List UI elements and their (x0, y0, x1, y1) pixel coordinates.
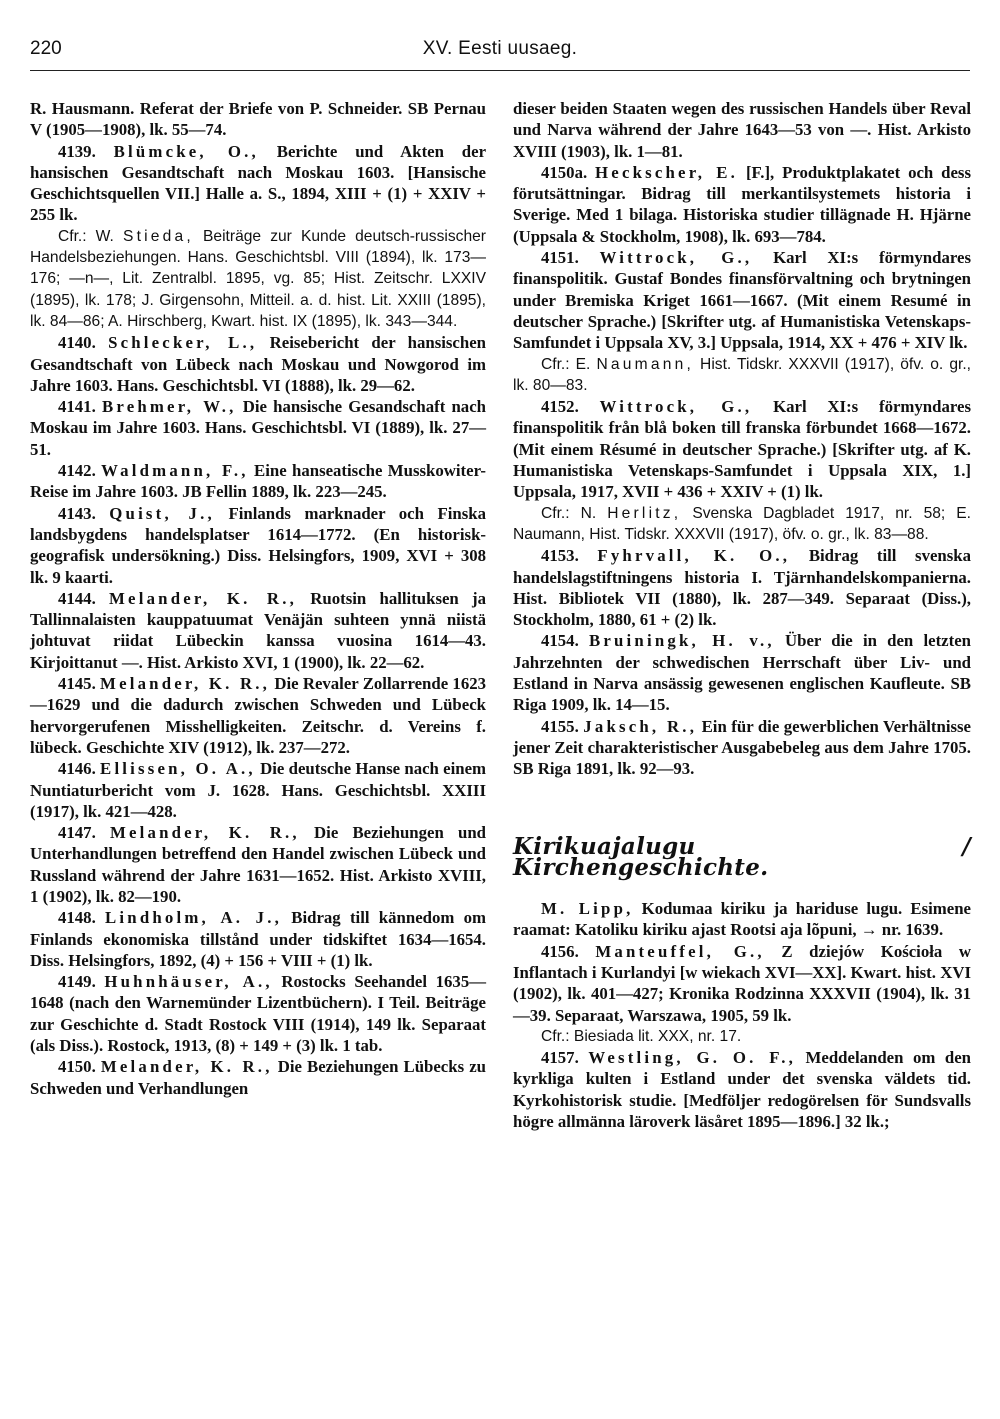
header-rule (30, 70, 970, 71)
cfr-author: Naumann, (596, 355, 694, 373)
entry-author: Melander, K. R., (109, 823, 300, 843)
entry-number: 4145. (58, 674, 96, 694)
entry-number: 4150. (58, 1057, 96, 1077)
entry-number: 4139. (58, 141, 96, 161)
cfr-prefix: Cfr.: N. (541, 504, 608, 522)
entry-text: Über die in den letzten Jahrzehnten der schwedischen Herrschaft über Liv- und Estland in Narva ansässig gewesenen englischen Kaufleute. SB Riga 1909, lk. 14—15. (513, 631, 971, 715)
bibliography-entry (513, 630, 971, 715)
entry-author: Wittrock, G., (599, 248, 753, 268)
entry-author: Fyhrvall, K. O., (597, 546, 791, 566)
entry-text: Bidrag till svenska handelslagstiftningens historia I. Tjärnhandelskompanierna. Hist. Bibliotek VII (1880), lk. 287—349. Separaat (Diss.), Stockholm, 1880, 61 + (2) lk. (513, 546, 971, 630)
right-column (513, 98, 971, 1132)
entry-text: Die Beziehungen Lübecks zu Schweden und Verhandlungen (30, 1057, 487, 1098)
bibliography-entry (30, 396, 486, 460)
entry-text: Die hansische Gesandschaft nach Moskau im Jahre 1603. Hans. Geschichtsbl. VI (1889), lk. 27—51. (30, 397, 486, 459)
bibliography-entry (30, 503, 486, 588)
entry-text: Die Beziehungen und Unterhandlungen betreffend den Handel zwischen Lübeck und Russland während der Jahre 1631—1652. Hist. Arkisto XVIII, 1 (1902), lk. 82—190. (30, 823, 486, 906)
bibliography-entry (513, 941, 971, 1026)
entry-text: Ein für die gewerblichen Verhältnisse jener Zeit charakteristischer Ausgabebeleg aus dem Jahre 1705. SB Riga 1891, lk. 92—93. (513, 716, 971, 779)
running-title: XV. Eesti uusaeg. (422, 38, 578, 59)
entry-text: Berichte und Akten der hansischen Gesandtschaft nach Moskau 1603. [Hansische Geschichtsquellen VII.] Halle a. S., 1894, XIII + (1) + XXIV + 255 lk. (30, 141, 487, 225)
entry-text: Meddelanden om den kyrkliga kulten i Estland under det svenska väldets tid. Kyrkohistorisk studie. [Medföljer redogörelsen för Sundsvalls högre allmänna läroverk läsåret 1895—1896.] 32 lk.; (513, 1048, 972, 1132)
entry-author: Melander, K. R., (100, 674, 271, 694)
entry-text: Ruotsin hallituksen ja Tallinnalaisten kauppatuumat Venäjän suhteen ynnä niistä johtuvat riidat Lübeckin kanssa vuosina 1614—43. Kirjoittanut —. Hist. Arkisto XVI, 1 (1900), lk. 22—62. (30, 588, 486, 672)
bibliography-entry (30, 673, 486, 758)
bibliography-entry (30, 141, 486, 226)
bibliography-entry (30, 460, 486, 503)
entry-text: dieser beiden Staaten wegen des russischen Handels über Reval und Narva während der Jahre 1643—53 von —. Hist. Arkisto XVIII (1903), lk. 1—81. (513, 99, 971, 161)
cfr-note (30, 226, 486, 332)
bibliography-entry (30, 971, 486, 1056)
entry-author: Melander, K. R., (100, 1057, 273, 1077)
cfr-prefix: Cfr.: W. (58, 227, 123, 245)
bibliography-entry (30, 758, 486, 822)
section-heading: Kirikuajalugu / Kirchengeschichte. (513, 832, 971, 881)
entry-author: Huhnhäuser, A., (104, 972, 273, 992)
cfr-prefix: Cfr.: E. (541, 355, 597, 373)
entry-author: Bruiningk, H. v., (588, 631, 775, 651)
entry-author: Schlecker, L., (108, 333, 258, 353)
entry-number: 4155. (541, 716, 579, 736)
entry-text: Karl XI:s förmyndares finanspolitik. Gustaf Bondes finansförvaltning och brytningen under Bremiska Kriget 1661—1667. (Mit einem Resumé in deutscher Sprache.) [Skrifter utg. af Humanistiska Vetenskaps-Samfundet i Uppsala XV, 3.] Uppsala, 1914, XX + 476 + XIV lk. (513, 248, 971, 353)
page-number: 220 (30, 38, 62, 59)
page-header (30, 38, 970, 68)
entry-text: Reisebericht der hansischen Gesandtschaft von Lübeck nach Moskau und Nowgorod im Jahre 1603. Hans. Geschichtsbl. VI (1888), lk. 29—62. (30, 333, 486, 395)
entry-number: 4143. (58, 503, 96, 523)
bibliography-entry (30, 332, 486, 396)
entry-author: Ellissen, O. A., (100, 759, 256, 779)
entry-text: Die deutsche Hanse nach einem Nuntiaturbericht vom J. 1628. Hans. Geschichtsbl. XXIII (1917), lk. 421—428. (30, 759, 487, 821)
entry-text: Karl XI:s förmyndares finanspolitik från blå boken till franska förbundet 1668—1672. (Mit einem Résumé in deutscher Sprache.) [Skrifter utg. af K. Humanistiska Vetenskaps-Samfundet i Uppsala XIX, 1.] Uppsala, 1917, XVII + 436 + XXIV + (1) lk. (513, 397, 971, 502)
cfr-note (513, 1026, 971, 1047)
entry-author: Blümcke, O., (113, 141, 259, 161)
entry-number: 4151. (541, 248, 579, 268)
entry-text: Rostocks Seehandel 1635—1648 (nach den Warnemünder Lizentbüchern). I Teil. Beiträge zur Geschichte d. Stadt Rostock VIII (1914), 149 lk. Separaat (als Diss.). Rostock, 1913, (8) + 149 + (3) lk. 1 tab. (30, 972, 486, 1056)
cfr-prefix: Cfr.: Biesiada lit. XXX, nr. 17. (541, 1027, 742, 1045)
entry-number: 4156. (541, 941, 579, 961)
bibliography-entry (30, 1056, 486, 1099)
bibliography-entry (30, 588, 486, 673)
entry-number: 4149. (58, 972, 96, 992)
left-column (30, 98, 486, 1099)
cfr-note (513, 503, 971, 546)
bibliography-entry (513, 162, 971, 247)
bibliography-entry (30, 98, 486, 141)
entry-number: 4140. (58, 333, 96, 353)
entry-text: Finlands marknader och Finska landsbygdens handelsplatser 1614—1772. (En historisk-geografisk undersökning.) Diss. Helsingfors, 1909, XVI + 308 lk. 9 kaarti. (30, 503, 486, 587)
entry-author: Brehmer, W., (101, 397, 237, 417)
entry-text: [F.], Produktplakatet och dess förutsättningar. Bidrag till merkantilsystemets historia i Sverige. Med 1 bilaga. Historiska studier tillägnade H. Hjärne (Uppsala & Stockholm, 1908), lk. 693—784. (513, 162, 971, 246)
entry-author: Westling, G. O. F., (588, 1048, 796, 1068)
entry-author: Manteuffel, G., (595, 941, 765, 961)
cfr-text: Hist. Tidskr. XXXVII (1917), öfv. o. gr., lk. 80—83. (513, 355, 971, 394)
entry-text: Bidrag till kännedom om Finlands ekonomiska tillstånd under tidskiftet 1634—1654. Diss. Helsingfors, 1892, (4) + 156 + VIII + (1) lk. (30, 908, 486, 970)
bibliography-entry (513, 545, 971, 630)
bibliography-entry (30, 907, 486, 971)
entry-number: 4154. (541, 631, 579, 651)
cfr-note (513, 354, 971, 397)
entry-author: Wittrock, G., (599, 397, 753, 417)
entry-number: 4153. (541, 546, 579, 566)
bibliography-entry (513, 247, 971, 353)
entry-number: 4148. (58, 908, 96, 928)
entry-author: Heckscher, E. (595, 162, 739, 182)
entry-author: M. Lipp, (541, 899, 634, 919)
entry-text: Kodumaa kiriku ja hariduse lugu. Esimene raamat: Katoliku kiriku ajast Rootsi aja lõpuni, → nr. 1639. (513, 899, 971, 940)
entry-text: R. Hausmann. Referat der Briefe von P. Schneider. SB Pernau V (1905—1908), lk. 55—74. (30, 99, 486, 140)
cfr-text: Svenska Dagbladet 1917, nr. 58; E. Naumann, Hist. Tidskr. XXXVII (1917), öfv. o. gr., lk. 83—88. (513, 504, 971, 543)
bibliography-entry (513, 716, 971, 780)
bibliography-entry (513, 396, 971, 502)
cfr-text: Beiträge zur Kunde deutsch-russischer Handelsbeziehungen. Hans. Geschichtsbl. VIII (1894), lk. 173—176; —n—, Lit. Zentralbl. 1895, vg. 85; Hist. Zeitschr. LXXIV (1895), lk. 178; J. Girgensohn, Mitteil. a. d. hist. Lit. XXIII (1895), lk. 84—86; A. Hirschberg, Kwart. hist. IX (1895), lk. 343—344. (30, 227, 486, 330)
entry-text: Die Revaler Zollarrende 1623—1629 und die dadurch zwischen Schweden und Lübeck hervorgerufenen Misshelligkeiten. Zeitschr. d. Vereins f. lübeck. Geschichte XIV (1912), lk. 237—272. (30, 674, 486, 757)
entry-number: 4157. (541, 1048, 579, 1068)
entry-number: 4144. (58, 588, 96, 608)
entry-author: Quist, J., (109, 503, 215, 523)
cfr-author: Herlitz, (607, 504, 682, 522)
entry-author: Waldmann, F., (101, 461, 249, 481)
entry-number: 4141. (58, 397, 96, 417)
cfr-author: Stieda, (122, 227, 194, 245)
entry-number: 4142. (58, 461, 96, 481)
entry-number: 4146. (58, 759, 96, 779)
entry-number: 4152. (541, 397, 579, 417)
bibliography-entry (513, 98, 971, 162)
bibliography-entry (30, 822, 486, 907)
entry-number: 4150a. (541, 162, 588, 182)
entry-author: Jaksch, R., (583, 716, 698, 736)
entry-author: Lindholm, A. J., (105, 908, 283, 928)
entry-author: Melander, K. R., (109, 588, 298, 608)
entry-text: Eine hanseatische Musskowiter-Reise im Jahre 1603. JB Fellin 1889, lk. 223—245. (30, 461, 486, 502)
entry-number: 4147. (58, 823, 96, 843)
bibliography-entry (513, 1047, 971, 1132)
bibliography-entry (513, 898, 971, 941)
entry-text: Z dziejów Kościoła w Inflantach i Kurlandyi [w wiekach XVI—XX]. Kwart. hist. XVI (1902), lk. 401—427; Kronika Rodzinna XXXVII (1904), lk. 31—39. Separaat, Warszawa, 1905, 59 lk. (513, 941, 971, 1025)
